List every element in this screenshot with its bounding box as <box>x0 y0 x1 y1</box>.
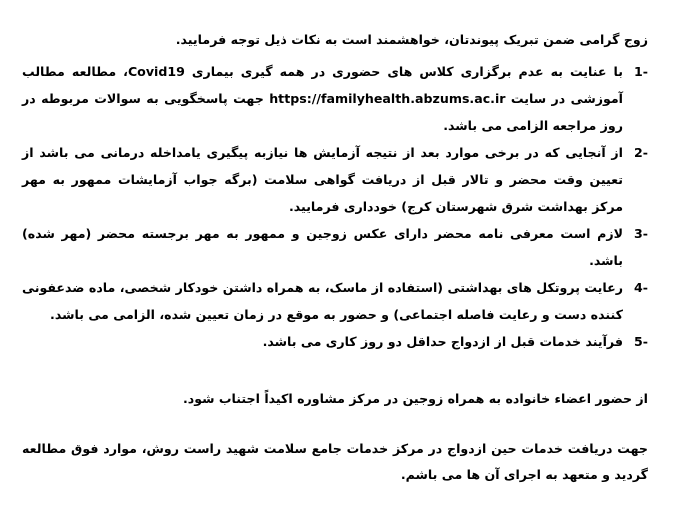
commitment-statement: جهت دریافت خدمات حین ازدواج در مرکز خدمات جامع سلامت شهید راست روش، موارد فوق مطالعه گردید و متعهد به اجرای آن ها می باشم. <box>22 441 648 482</box>
spacer <box>22 412 648 436</box>
list-item <box>22 220 648 274</box>
item-text: فرآیند خدمات قبل از ازدواج حداقل دو روز کاری می باشد. <box>262 334 623 349</box>
item-number: 3- <box>634 226 648 241</box>
intro-paragraph: زوج گرامی ضمن تبریک پیوندتان، خواهشمند است به نکات ذیل توجه فرمایید. <box>175 32 648 47</box>
item-number: 5- <box>634 334 648 349</box>
instructions-list <box>22 58 648 355</box>
item-number: 4- <box>634 280 648 295</box>
item-text: رعایت پروتکل های بهداشتی (استفاده از ماسک، به همراه داشتن خودکار شخصی، ماده ضدعفونی کننده دست و رعایت فاصله اجتماعی) و حضور به موقع در زمان تعیین شده، الزامی می باشد. <box>22 280 623 322</box>
item-text: لازم است معرفی نامه محضر دارای عکس زوجین و ممهور به مهر برجسته محضر (مهر شده) باشد. <box>22 226 623 268</box>
family-note: از حضور اعضاء خانواده به همراه زوجین در مرکز مشاوره اکیداً اجتناب شود. <box>182 391 648 406</box>
item-text: از آنجایی که در برخی موارد بعد از نتیجه آزمایش ها نیازبه پیگیری یامداخله درمانی می باشد از تعیین وقت محضر و تالار قبل از دریافت گواهی سلامت (برگه جواب آزمایشات ممهور به مهر مرکز بهداشت شرق شهرستان کرج) خودداری فرمایید. <box>22 145 623 214</box>
list-item <box>22 328 648 355</box>
item-number: 1- <box>634 64 648 79</box>
item-number: 2- <box>634 145 648 160</box>
item-text: با عنایت به عدم برگزاری کلاس های حضوری در همه گیری بیماری Covid19، مطالعه مطالب آموزشی در سایت https://familyhealth.abzums.ac.ir جهت پاسخگویی به سوالات مربوطه در روز مراجعه الزامی می باشد. <box>22 64 623 133</box>
list-item <box>22 274 648 328</box>
spacer <box>22 355 648 386</box>
list-item <box>22 139 648 220</box>
list-item <box>22 58 648 139</box>
